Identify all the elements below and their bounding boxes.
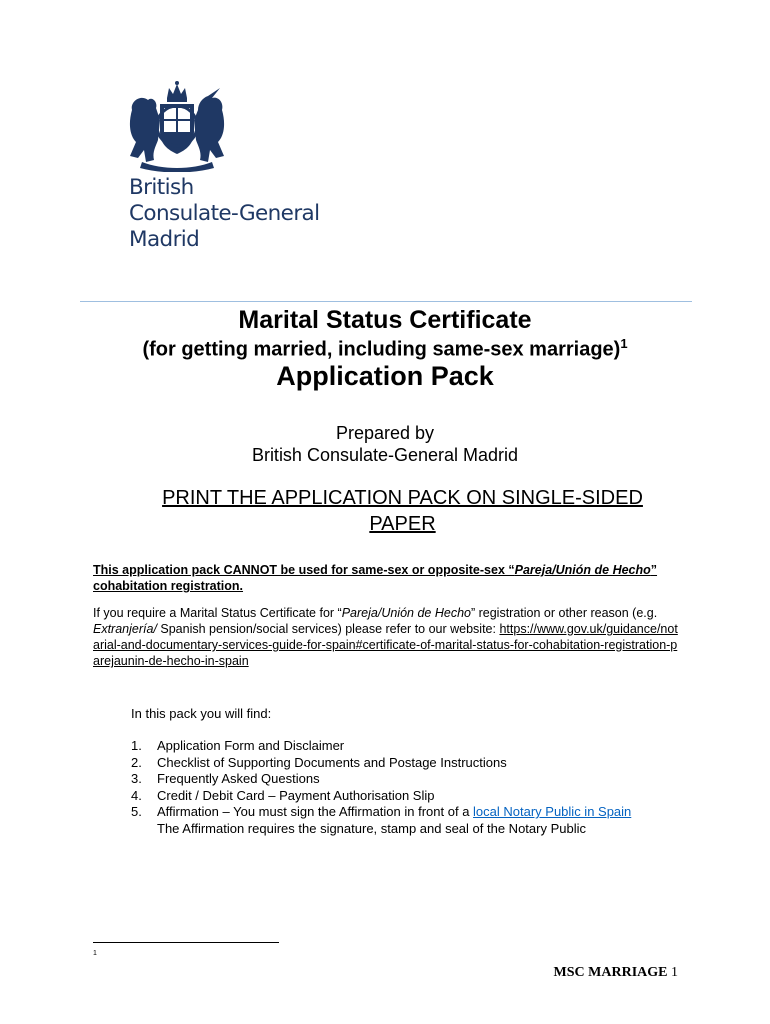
list-item-number: 3.	[131, 771, 142, 786]
org-name-line-2: Consulate-General	[129, 201, 320, 226]
page-footer	[554, 965, 678, 981]
footnote-reference: 1	[620, 336, 628, 351]
list-item	[131, 755, 691, 772]
print-notice: PRINT THE APPLICATION PACK ON SINGLE-SIDED PAPER	[162, 487, 643, 535]
notary-public-link[interactable]: local Notary Public in Spain	[473, 804, 632, 819]
pack-contents-list	[131, 738, 691, 837]
list-item-number: 2.	[131, 754, 142, 770]
info-paragraph	[93, 605, 683, 669]
info-text-2: ” registration or other reason (e.g.	[470, 606, 658, 620]
website-link[interactable]: https://www.gov.uk/guidance/notarial-and-documentary-services-guide-for-spain#certificate-of-marital-status-for-cohabitation-registration-parejaunin-de-hecho-in-spain	[93, 622, 678, 668]
organisation-name	[129, 175, 320, 253]
page-number: 1	[671, 965, 678, 980]
footer-label: MSC MARRIAGE	[553, 965, 668, 980]
warning-text-1: This application pack CANNOT be used for same-sex or opposite-sex “	[93, 563, 515, 577]
application-pack-heading: Application Pack	[276, 361, 494, 391]
list-item-number: 1.	[131, 738, 142, 753]
list-item-number: 5.	[131, 804, 142, 819]
info-italic-1: Pareja/Unión de Hecho	[341, 606, 471, 620]
warning-italic: Pareja/Unión de Hecho	[514, 563, 651, 577]
prepared-by-org: British Consulate-General Madrid	[251, 445, 519, 465]
footnote-divider	[93, 942, 279, 943]
org-name-line-1: British	[129, 175, 194, 200]
list-item-number: 4.	[131, 787, 142, 803]
info-text-1: If you require a Marital Status Certificate for “	[93, 606, 342, 620]
document-title: Marital Status Certificate	[238, 306, 532, 334]
document-subtitle	[0, 336, 770, 362]
list-item	[131, 738, 691, 755]
list-item-text: Frequently Asked Questions	[157, 771, 320, 786]
cohabitation-warning	[93, 562, 683, 594]
warning-text-2: ” cohabitation registration.	[93, 563, 658, 593]
affirmation-note: The Affirmation requires the signature, stamp and seal of the Notary Public	[157, 820, 586, 836]
pack-contents-intro: In this pack you will find:	[131, 706, 272, 721]
footnote-number: 1	[93, 950, 97, 957]
list-item	[131, 771, 691, 788]
header-divider	[80, 301, 692, 302]
org-name-line-3: Madrid	[129, 227, 200, 252]
list-item	[131, 788, 691, 805]
royal-coat-of-arms-icon	[122, 80, 232, 172]
list-item-text: Affirmation – You must sign the Affirmation in front of a	[157, 804, 474, 819]
list-item-text: Checklist of Supporting Documents and Postage Instructions	[157, 754, 507, 770]
list-item-text: Credit / Debit Card – Payment Authorisation Slip	[157, 787, 435, 803]
info-text-3: Spanish pension/social services) please refer to our website:	[156, 622, 500, 636]
list-item	[131, 804, 691, 837]
info-italic-2: Extranjería/	[93, 622, 157, 636]
subtitle-text: (for getting married, including same-sex marriage)	[142, 338, 621, 361]
list-item-text: Application Form and Disclaimer	[157, 738, 345, 753]
prepared-by-label: Prepared by	[335, 423, 435, 443]
